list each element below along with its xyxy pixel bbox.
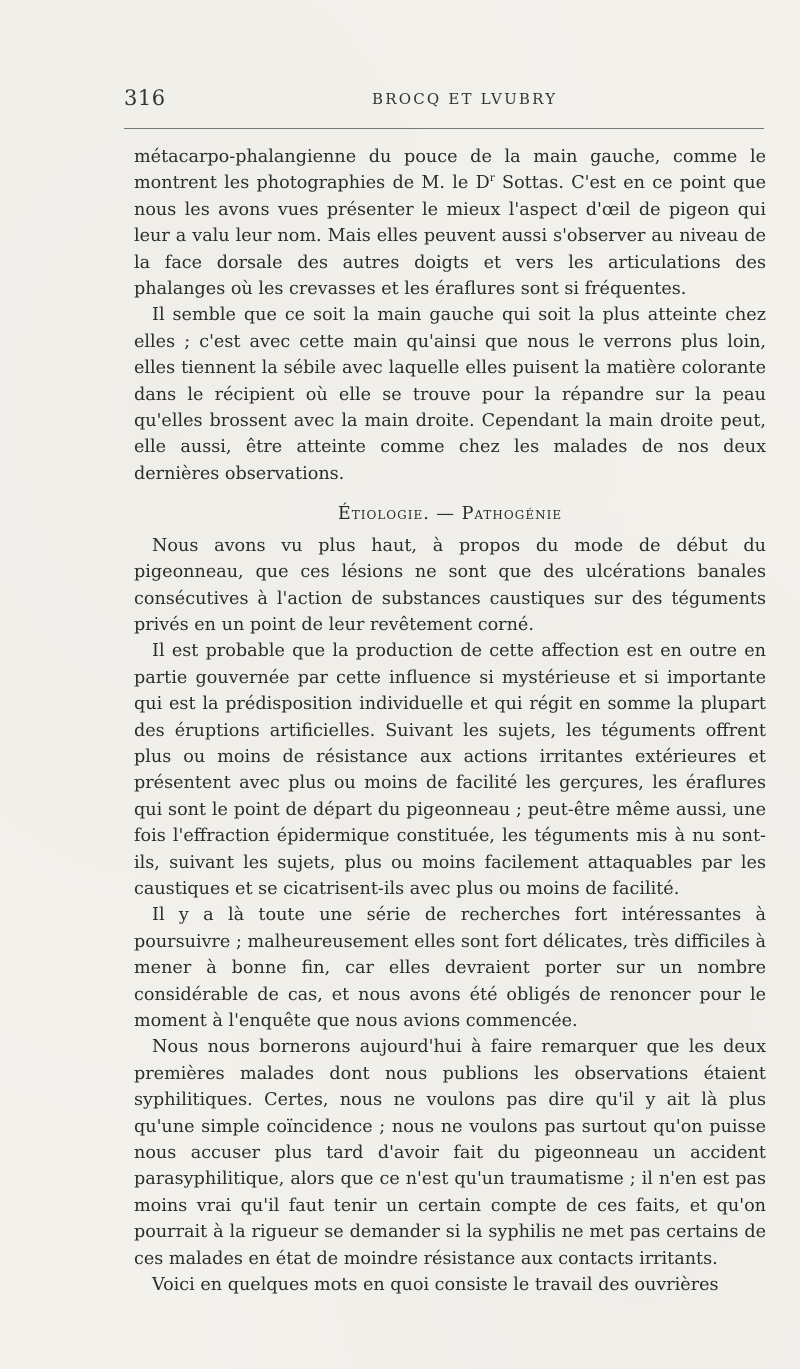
paragraph-7: Voici en quelques mots en quoi consiste le travail des ouvrières — [152, 1275, 719, 1296]
paragraph-1-text: métacarpo-phalangienne du pouce de la main gauche, comme le montrent les photographies de M. le D — [134, 147, 766, 194]
body-text — [134, 144, 766, 1298]
page-number: 316 — [124, 86, 166, 110]
header-rule — [124, 128, 764, 129]
paragraph-5: Il y a là toute une série de recherches fort intéressantes à poursuivre ; malheureusement elles sont fort délicates, très difficiles à mener à bonne fin, car elles devraient porter sur un nombre considérable de cas, et nous avons été obligés de renoncer pour le moment à l'enquête que nous avions commencée. — [134, 905, 766, 1031]
paragraph-1-rest: Sottas. C'est en ce point que nous les avons vues présenter le mieux l'aspect d'œil de pigeon qui leur a valu leur nom. Mais elles peuvent aussi s'observer au niveau de la face dorsale des autres doigts et vers les articulations des phalanges où les crevasses et les éraflures sont si fréquentes. — [134, 173, 766, 300]
paragraph-2: Il semble que ce soit la main gauche qui soit la plus atteinte chez elles ; c'est avec cette main qu'ainsi que nous le verrons plus loin, elles tiennent la sébile avec laquelle elles puisent la matière colorante dans le récipient où elle se trouve pour la répandre sur la peau qu'elles brossent avec la main droite. Cependant la main droite peut, elle aussi, être atteinte comme chez les malades de nos deux dernières observations. — [134, 305, 766, 484]
page-header — [124, 86, 764, 112]
paragraph-3: Nous avons vu plus haut, à propos du mode de début du pigeonneau, que ces lésions ne sont que des ulcérations banales consécutives à l'action de substances caustiques sur des téguments privés en un point de leur revêtement corné. — [134, 535, 766, 635]
paragraph-1 — [134, 144, 766, 302]
paragraph-4: Il est probable que la production de cette affection est en outre en partie gouvernée par cette influence si mystérieuse et si importante qui est la prédisposition individuelle et qui régit en somme la plupart des éruptions artificielles. Suivant les sujets, les téguments offrent plus ou moins de résistance aux actions irritantes extérieures et présentent avec plus ou moins de facilité les gerçures, les éraflures qui sont le point de départ du pigeonneau ; peut-être même aussi, une fois l'effraction épidermique constituée, les téguments mis à nu sont-ils, suivant les sujets, plus ou moins facilement attaquables par les caustiques et se cicatrisent-ils avec plus ou moins de facilité. — [134, 641, 766, 899]
section-title: Étiologie. — Pathogénie — [337, 504, 563, 525]
doctor-abbrev-superscript: r — [489, 172, 495, 185]
running-title: BROCQ ET LVUBRY — [372, 90, 558, 108]
paragraph-6: Nous nous bornerons aujourd'hui à faire remarquer que les deux premières malades dont nous publions les observations étaient syphilitiques. Certes, nous ne voulons pas dire qu'il y ait là plus qu'une simple coïncidence ; nous ne voulons pas surtout qu'on puisse nous accuser plus tard d'avoir fait du pigeonneau un accident parasyphilitique, alors que ce n'est qu'un traumatisme ; il n'en est pas moins vrai qu'il faut tenir un certain compte de ces faits, et qu'on pourrait à la rigueur se demander si la syphilis ne met pas certains de ces malades en état de moindre résistance aux contacts irritants. — [134, 1037, 766, 1269]
